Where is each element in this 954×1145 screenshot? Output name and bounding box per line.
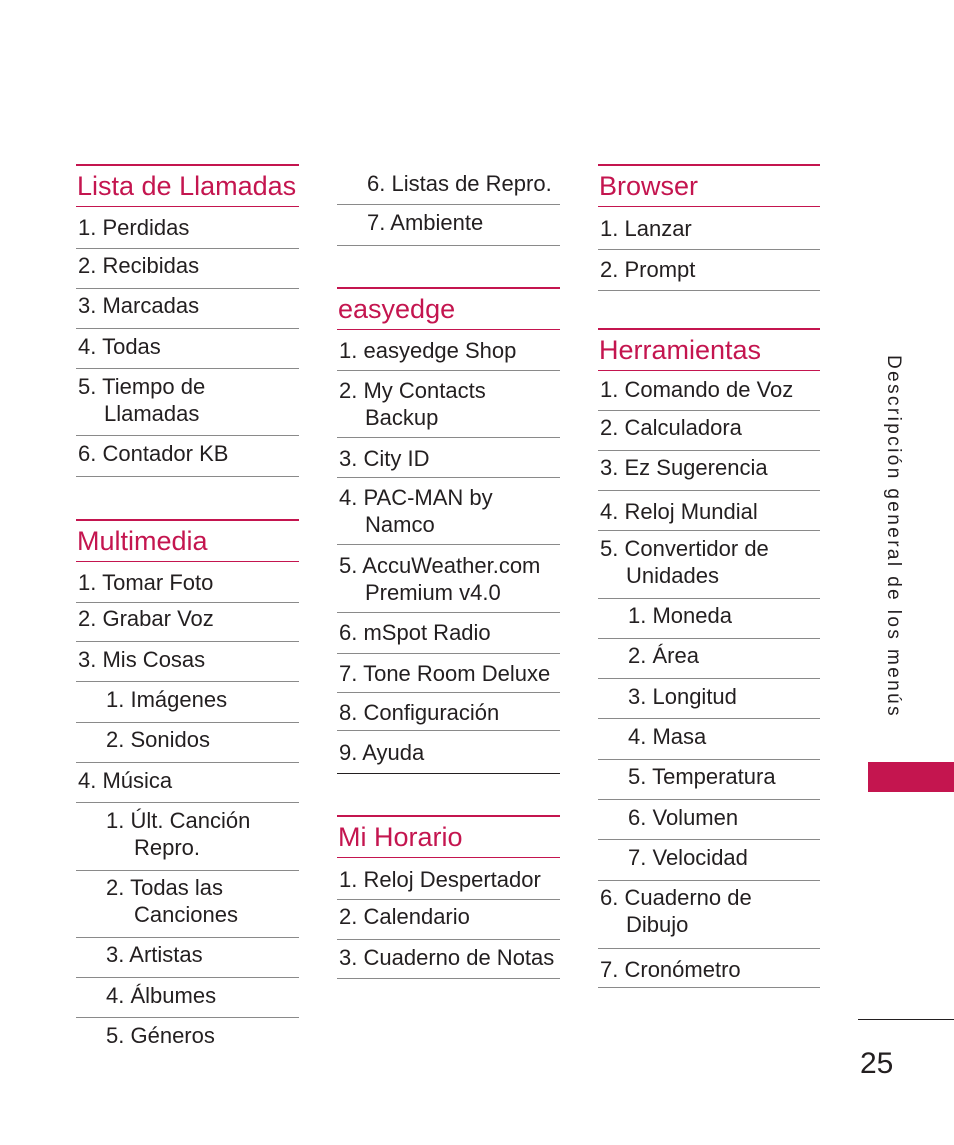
menu-item: 2. Prompt [598, 250, 820, 291]
section-title-browser: Browser [598, 164, 820, 207]
page-number: 25 [860, 1047, 894, 1080]
menu-item: 6. Contador KB [76, 436, 299, 477]
section-title-multimedia: Multimedia [76, 519, 299, 562]
side-tab-label: Descripción general de los menús [883, 355, 904, 719]
menu-item: 1. easyedge Shop [337, 331, 560, 371]
menu-item: 2. Recibidas [76, 249, 299, 289]
menu-item: 2. My Contacts Backup [337, 371, 560, 438]
menu-item: 5. AccuWeather.com Premium v4.0 [337, 545, 560, 613]
submenu-item: 7. Ambiente [337, 205, 560, 246]
menu-item: 1. Comando de Voz [598, 372, 820, 411]
section-title-mi-horario: Mi Horario [337, 815, 560, 858]
submenu-item: 1. Imágenes [76, 682, 299, 723]
submenu-item: 1. Moneda [598, 599, 820, 639]
menu-item: 1. Reloj Despertador [337, 859, 560, 900]
menu-item: 3. Mis Cosas [76, 642, 299, 682]
menu-item: 4. PAC-MAN by Namco [337, 478, 560, 545]
submenu-item: 1. Últ. Canción Repro. [76, 803, 299, 871]
submenu-item: 3. Longitud [598, 679, 820, 719]
menu-item: 3. Ez Sugerencia [598, 451, 820, 491]
menu-item: 1. Perdidas [76, 208, 299, 249]
menu-item: 1. Tomar Foto [76, 563, 299, 603]
column-2 [337, 0, 560, 1145]
column-1 [76, 0, 299, 1145]
menu-item: 2. Calculadora [598, 411, 820, 451]
page-number-rule [858, 1019, 954, 1020]
menu-item: 8. Configuración [337, 693, 560, 731]
submenu-item: 2. Todas las Canciones [76, 871, 299, 938]
submenu-item: 2. Sonidos [76, 723, 299, 763]
menu-item: 4. Música [76, 763, 299, 803]
menu-item: 3. Cuaderno de Notas [337, 940, 560, 979]
menu-item: 2. Calendario [337, 900, 560, 940]
menu-item: 9. Ayuda [337, 731, 560, 774]
menu-item: 5. Tiempo de Llamadas [76, 369, 299, 436]
menu-item: 5. Convertidor de Unidades [598, 531, 820, 599]
menu-item: 4. Reloj Mundial [598, 491, 820, 531]
menu-item: 1. Lanzar [598, 208, 820, 250]
side-tab-marker [868, 762, 954, 792]
menu-item: 3. City ID [337, 438, 560, 478]
menu-item: 2. Grabar Voz [76, 603, 299, 642]
submenu-item: 4. Masa [598, 719, 820, 760]
submenu-item: 5. Temperatura [598, 760, 820, 800]
menu-item: 4. Todas [76, 329, 299, 369]
section-title-herramientas: Herramientas [598, 328, 820, 371]
menu-item: 6. Cuaderno de Dibujo [598, 881, 820, 949]
column-3 [598, 0, 820, 1145]
menu-item: 3. Marcadas [76, 289, 299, 329]
submenu-item: 4. Álbumes [76, 978, 299, 1018]
submenu-item: 6. Volumen [598, 800, 820, 840]
menu-item: 7. Tone Room Deluxe [337, 654, 560, 693]
submenu-item: 3. Artistas [76, 938, 299, 978]
submenu-item: 7. Velocidad [598, 840, 820, 881]
section-title-lista-de-llamadas: Lista de Llamadas [76, 164, 299, 207]
menu-item: 7. Cronómetro [598, 949, 820, 988]
menu-item: 6. mSpot Radio [337, 613, 560, 654]
section-title-easyedge: easyedge [337, 287, 560, 330]
submenu-item: 2. Área [598, 639, 820, 679]
submenu-item: 5. Géneros [106, 1023, 215, 1048]
submenu-item: 6. Listas de Repro. [337, 165, 560, 205]
